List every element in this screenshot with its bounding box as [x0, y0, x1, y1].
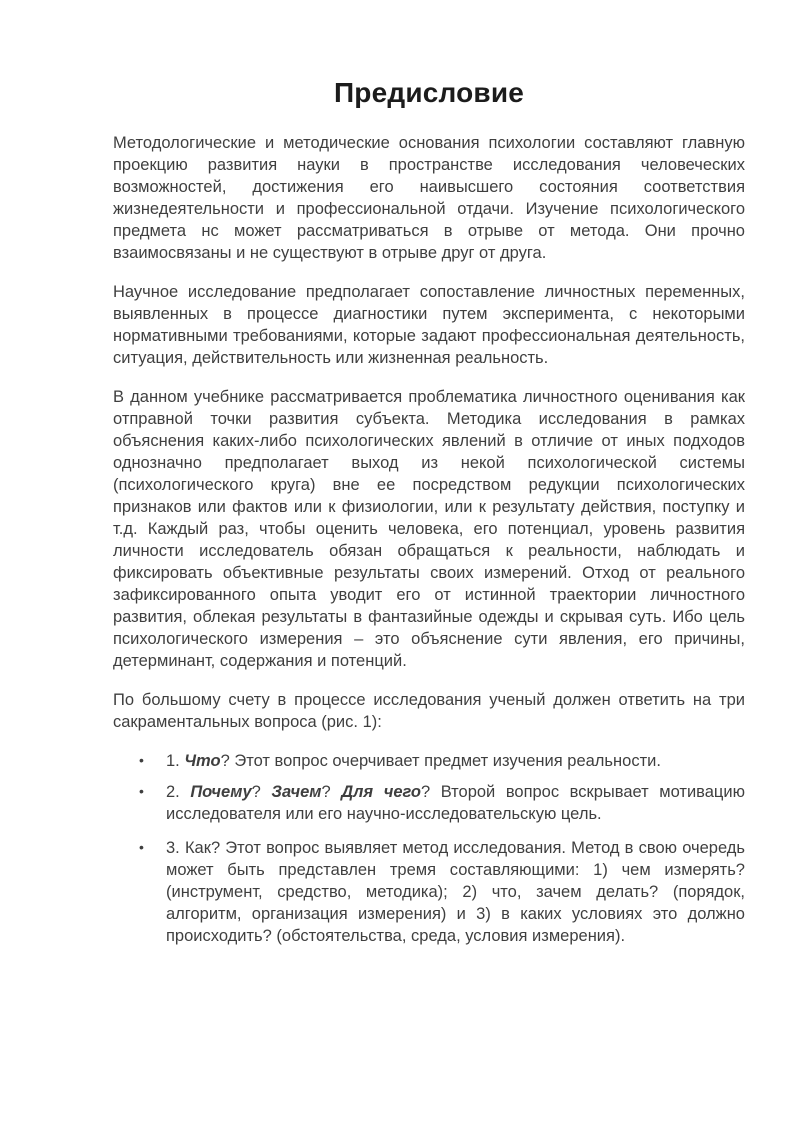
list-item-how: [139, 837, 745, 947]
list-item-text: ?: [321, 783, 342, 801]
page-title: Предисловие: [333, 77, 525, 108]
bullet-dot-icon: •: [139, 752, 144, 768]
bullet-dot-icon: •: [139, 783, 144, 799]
list-item-why: [139, 781, 745, 825]
list-item-text-emphasis: Что: [184, 752, 221, 770]
list-item-text: 1.: [166, 752, 185, 770]
paragraph-3: В данном учебнике рассматривается проблематика личностного оценивания как отправной точки развития субъекта. Методика исследования в рамках объяснения каких-либо психологических явлений в отличие от иных подходов однозначно предполагает выход из некой психологической системы (психологического круга) вне ее посредством редукции психологических признаков или фактов или к физиологии, или к результату действия, поступку и т.д. Каждый раз, чтобы оценить человека, его потенциал, уровень развития личности исследователь обязан обращаться к реальности, наблюдать и фиксировать объективные результаты своих измерений. Отход от реального зафиксированного опыта уводит его от истинной траектории личностного развития, облекая результаты в фантазийные одежды и скрывая суть. Ибо цель психологического измерения – это объяснение сути явления, его причины, детерминант, содержания и потенций.: [113, 388, 745, 670]
list-item-text: ? Этот вопрос очерчивает предмет изучения реальности.: [220, 752, 661, 770]
paragraph-4-list-intro: По большому счету в процессе исследования ученый должен ответить на три сакраментальных вопроса (рис. 1):: [113, 691, 745, 731]
bullet-dot-icon: •: [139, 839, 144, 855]
list-item-text: 3. Как? Этот вопрос выявляет метод исследования. Метод в свою очередь может быть представлен тремя составляющими: 1) чем измерять? (инструмент, средство, методика); 2) что, зачем делать? (порядок, алгоритм, организация измерения) и 3) в каких условиях это должно происходить? (обстоятельства, среда, условия измерения).: [166, 839, 745, 945]
list-item-text: 2.: [166, 783, 191, 801]
list-item-text-emphasis: Почему: [190, 783, 252, 801]
list-item-text: ? Второй вопрос вскрывает мотивацию исследователя или его научно-исследовательскую цель.: [166, 783, 745, 823]
question-list: [113, 750, 745, 947]
paragraph-1: Методологические и методические основания психологии составляют главную проекцию развития науки в пространстве исследования человеческих возможностей, достижения его наивысшего состояния соответствия жизнедеятельности и профессиональной отдачи. Изучение психологического предмета нс может рассматриваться в отрыве от метода. Они прочно взаимосвязаны и не существуют в отрыве друг от друга.: [113, 134, 745, 262]
list-item-text-emphasis: Для чего: [341, 783, 421, 801]
document-content: [113, 0, 745, 947]
list-item-text: ?: [251, 783, 272, 801]
list-item-text-emphasis: Зачем: [271, 783, 322, 801]
paragraph-2: Научное исследование предполагает сопоставление личностных переменных, выявленных в процессе диагностики путем эксперимента, с некоторыми нормативными требованиями, которые задают профессиональная деятельность, ситуация, действительность или жизненная реальность.: [113, 283, 745, 367]
list-item-what: [139, 750, 745, 772]
